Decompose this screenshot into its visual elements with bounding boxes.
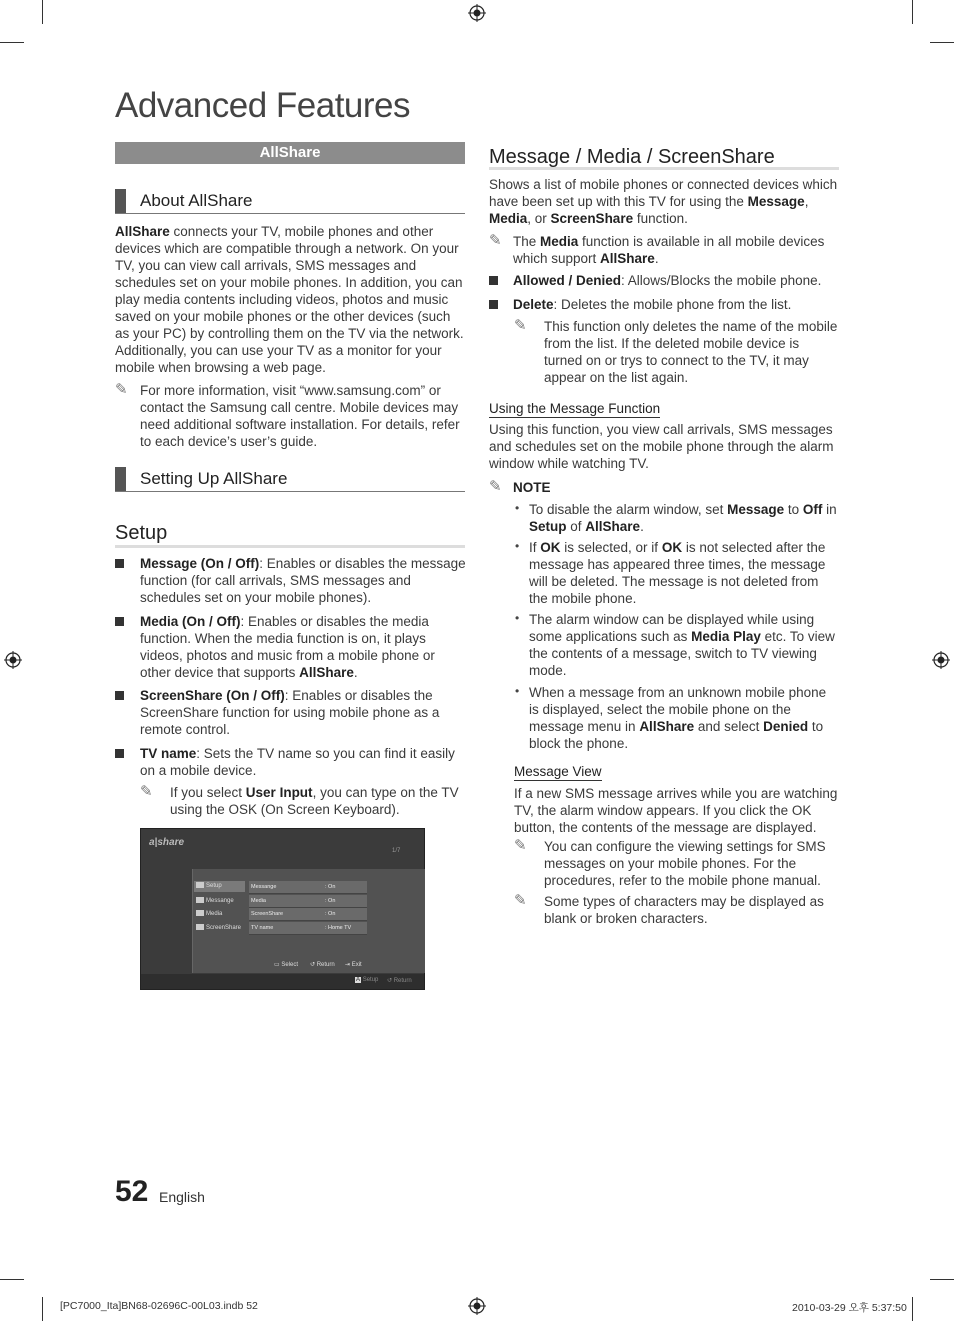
bold-term: AllShare <box>299 665 354 680</box>
paragraph-text: function. <box>633 211 688 226</box>
registration-mark-icon <box>468 1297 486 1315</box>
footer-select: ▭ Select <box>274 962 299 968</box>
bottom-return: ↺ Return <box>387 978 412 984</box>
menu-label: ScreenShare <box>206 925 242 931</box>
print-slug-date: 2010-03-29 오후 5:37:50 <box>792 1302 907 1314</box>
message-icon <box>196 897 204 903</box>
row-key: Media <box>251 898 266 904</box>
mms-item-delete <box>513 296 839 313</box>
crop-mark <box>912 0 913 24</box>
crop-mark <box>930 42 954 43</box>
paragraph-text: , <box>804 194 809 209</box>
bullet-text: If <box>529 540 541 555</box>
registration-mark-icon <box>4 651 22 669</box>
bold-term: AllShare <box>639 719 695 734</box>
setting-row <box>249 881 367 894</box>
setting-row <box>249 908 367 921</box>
setup-item-message <box>140 555 466 606</box>
page-title: Advanced Features <box>115 86 411 125</box>
bullet-square <box>115 559 124 568</box>
bullet-text: is not selected after the message has appeared three times, the message will be deleted. The message is not deleted from the mobile phone. <box>529 540 826 606</box>
bold-term: OK <box>661 540 683 555</box>
footer-label: Select <box>281 962 299 968</box>
about-note: For more information, visit “www.samsung.com” or contact the Samsung call centre. Mobile devices may need additional software installation. For details, refer to each device’s user’s guide. <box>140 383 460 449</box>
menu-label: Setup <box>206 883 222 889</box>
view-note-2: Some types of characters may be displayed as blank or broken characters. <box>544 894 824 926</box>
print-slug-file: [PC7000_Ita]BN68-02696C-00L03.indb 52 <box>60 1300 258 1312</box>
bullet-text: of <box>566 519 586 534</box>
menu-label: Messange <box>206 898 234 904</box>
crop-mark <box>42 1297 43 1321</box>
bullet-square <box>489 276 498 285</box>
row-key: ScreenShare <box>251 911 284 917</box>
page-indicator: 1/7 <box>392 848 401 854</box>
item-label: Allowed / Denied <box>513 273 622 288</box>
bullet-text: to block the phone. <box>529 719 824 751</box>
note-pencil-icon: ✎ <box>140 783 153 800</box>
bottom-label: Return <box>393 978 412 984</box>
note-pencil-icon: ✎ <box>489 232 502 249</box>
heading-marker <box>115 189 126 213</box>
gear-icon <box>196 882 204 888</box>
setup-item-media <box>140 613 466 681</box>
bold-term: AllShare <box>600 251 655 266</box>
crop-mark <box>0 1279 24 1280</box>
note-pencil-icon: ✎ <box>115 381 128 398</box>
bullet-dot: • <box>515 539 520 553</box>
bold-term: Off <box>802 502 823 517</box>
bold-term: Media <box>489 211 528 226</box>
a-button-icon: A <box>356 977 361 983</box>
setup-panel <box>192 869 425 973</box>
bullet-dot: • <box>515 684 520 698</box>
subheading-setting-up <box>115 467 465 492</box>
mms-note-media <box>513 233 839 267</box>
paragraph-text: , or <box>527 211 551 226</box>
note-text: The <box>513 234 541 249</box>
bold-term: ScreenShare <box>550 211 634 226</box>
menu-item-message <box>194 896 245 907</box>
bold-term: AllShare <box>585 519 641 534</box>
row-value: : Home TV <box>325 925 352 931</box>
bold-term: Setup <box>529 519 567 534</box>
footer-return: ↺ Return <box>310 962 335 968</box>
using-bullet-1 <box>529 501 839 535</box>
bullet-text: etc. To view the contents of a message, switch to TV viewing mode. <box>529 629 835 678</box>
bullet-text: and select <box>694 719 764 734</box>
bullet-text: The alarm window can be displayed while using some applications such as <box>529 612 815 644</box>
bold-term: Message <box>727 502 785 517</box>
menu-item-screenshare <box>194 923 245 934</box>
item-text: : Enables or disables the message function (for call arrivals, SMS messages and schedules set on your mobile phones). <box>140 556 466 605</box>
item-text: : Allows/Blocks the mobile phone. <box>621 273 822 288</box>
bold-term: OK <box>540 540 561 555</box>
crop-mark <box>930 1279 954 1280</box>
subheading-about-allshare <box>115 189 465 214</box>
language-label: English <box>159 1189 205 1205</box>
item-text: : Sets the TV name so you can find it easily on a mobile device. <box>140 746 455 778</box>
bold-term: Denied <box>763 719 809 734</box>
mms-item-allowed <box>513 272 839 289</box>
bold-term: Message <box>747 194 805 209</box>
about-paragraph <box>115 223 465 376</box>
note-pencil-icon: ✎ <box>514 837 527 854</box>
bottom-strip <box>141 974 424 989</box>
row-value: : On <box>325 884 336 890</box>
bullet-square <box>115 749 124 758</box>
bullet-dot: • <box>515 501 520 515</box>
setting-row <box>249 922 367 935</box>
bottom-setup <box>355 977 378 983</box>
using-heading: Using the Message Function <box>489 401 661 416</box>
row-key: Messange <box>251 884 277 890</box>
allshare-setup-screenshot <box>140 828 425 990</box>
bullet-text: is selected, or if <box>560 540 662 555</box>
bold-term: Media Play <box>691 629 761 644</box>
paragraph-text: Shows a list of mobile phones or connected devices which have been set up with this TV for using the <box>489 177 838 209</box>
subheading-text: About AllShare <box>140 191 253 210</box>
item-label: Delete <box>513 297 554 312</box>
row-key: TV name <box>251 925 274 931</box>
bullet-square <box>115 617 124 626</box>
screenshare-icon <box>196 924 204 930</box>
row-value: : On <box>325 911 336 917</box>
footer-exit: ⇥ Exit <box>345 962 362 968</box>
bold-term: User Input <box>245 785 313 800</box>
section-bar-allshare: AllShare <box>115 142 465 164</box>
item-text: : Enables or disables the ScreenShare function for using mobile phone as a remote control. <box>140 688 440 737</box>
footer-label: Return <box>316 962 335 968</box>
bold-term: AllShare <box>115 224 170 239</box>
registration-mark-icon <box>468 4 486 22</box>
menu-item-setup <box>194 881 245 892</box>
item-label: TV name <box>140 746 197 761</box>
using-bullet-3 <box>529 611 839 679</box>
item-label: ScreenShare (On / Off) <box>140 688 285 703</box>
bottom-label: Setup <box>362 977 379 983</box>
heading-rule <box>115 545 465 548</box>
bold-term: NOTE <box>513 480 551 495</box>
bullet-text: to <box>784 502 803 517</box>
note-pencil-icon: ✎ <box>514 317 527 334</box>
menu-label: Media <box>206 911 223 917</box>
note-text: , you can type on the TV using the OSK (On Screen Keyboard). <box>170 785 459 817</box>
bullet-square <box>115 691 124 700</box>
bullet-dot: • <box>515 611 520 625</box>
setup-item-screenshare <box>140 687 466 738</box>
using-heading-wrap <box>489 400 660 418</box>
setup-heading: Setup <box>115 522 168 544</box>
crop-mark <box>42 0 43 24</box>
bullet-text: To disable the alarm window, set <box>529 502 728 517</box>
bullet-text: in <box>822 502 837 517</box>
item-label: Message (On / Off) <box>140 556 260 571</box>
footer-label: Exit <box>351 962 362 968</box>
tvname-note <box>170 784 466 818</box>
item-text: : Deletes the mobile phone from the list. <box>553 297 792 312</box>
heading-marker <box>115 467 126 491</box>
bullet-square <box>489 300 498 309</box>
item-text: : Enables or disables the media function. When the media function is on, it plays videos, photos and music from a mobile phone or other device that supports <box>140 614 435 680</box>
item-label: Media (On / Off) <box>140 614 241 629</box>
row-value: : On <box>325 898 336 904</box>
note-text: function is available in all mobile devices which support <box>513 234 825 266</box>
bullet-text: When a message from an unknown mobile phone is displayed, select the mobile phone on the message menu in <box>529 685 827 734</box>
mms-intro <box>489 176 839 227</box>
using-bullet-2 <box>529 539 839 607</box>
subheading-text: Setting Up AllShare <box>140 469 288 488</box>
using-bullet-4 <box>529 684 839 752</box>
view-note-1: You can configure the viewing settings for SMS messages on your mobile phones. For the procedures, refer to the mobile phone manual. <box>544 839 826 888</box>
bold-term: Media <box>540 234 579 249</box>
menu-item-media <box>194 909 245 920</box>
heading-rule <box>489 167 839 170</box>
message-view-heading: Message View <box>514 764 602 779</box>
page-number: 52 <box>115 1175 149 1208</box>
mms-heading: Message / Media / ScreenShare <box>489 146 775 168</box>
note-pencil-icon: ✎ <box>514 892 527 909</box>
note-label <box>513 479 551 496</box>
allshare-logo: a|share <box>149 837 185 848</box>
using-paragraph: Using this function, you view call arrivals, SMS messages and schedules set on the mobile phone through the alarm window while watching TV. <box>489 422 834 471</box>
note-text: If you select <box>170 785 246 800</box>
bullet-text: . <box>640 519 644 534</box>
view-paragraph: If a new SMS message arrives while you are watching TV, the alarm window appears. If you click the OK button, the contents of the message are displayed. <box>514 786 838 835</box>
registration-mark-icon <box>932 651 950 669</box>
paragraph-text: connects your TV, mobile phones and other devices which are compatible through a network. On your TV, you can view call arrivals, SMS messages and schedules set on your mobile phones. In addition, you can play media contents including videos, photos and music saved on your mobile phones or the other devices (such as your PC) by controlling them on the TV via the network. Additionally, you can use your TV as a monitor for your mobile when browsing a web page. <box>115 224 464 375</box>
view-heading-wrap <box>514 763 602 781</box>
note-pencil-icon: ✎ <box>489 478 502 495</box>
crop-mark <box>0 42 24 43</box>
delete-note: This function only deletes the name of the mobile from the list. If the deleted mobile device is turned on or trys to connect to the TV, it may appear on the list again. <box>544 319 838 385</box>
item-text: . <box>353 665 358 680</box>
media-icon <box>196 910 204 916</box>
setting-row <box>249 895 367 908</box>
crop-mark <box>912 1297 913 1321</box>
setup-item-tvname <box>140 745 466 779</box>
note-text: . <box>654 251 659 266</box>
